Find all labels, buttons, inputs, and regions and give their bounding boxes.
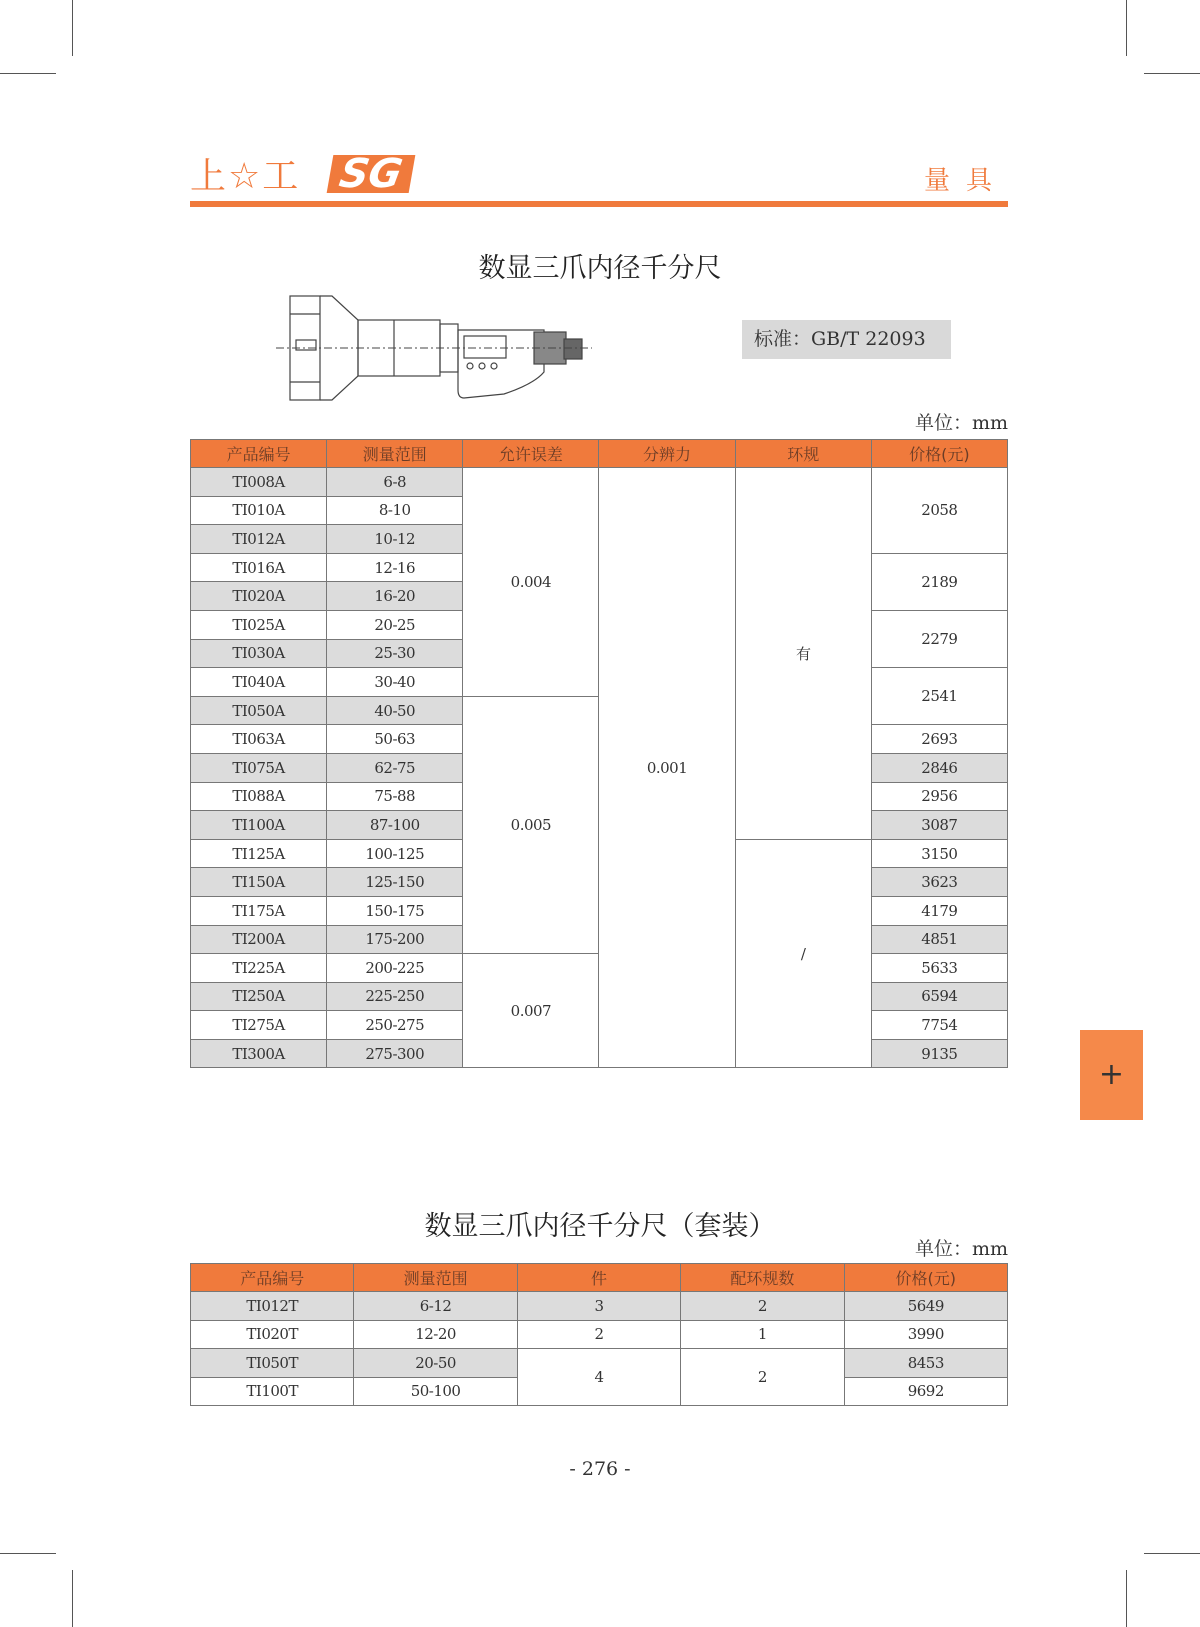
column-header: 件 <box>517 1264 680 1292</box>
price-cell: 3990 <box>844 1320 1007 1349</box>
product-code: TI100A <box>191 811 327 840</box>
pieces-cell: 3 <box>517 1292 680 1321</box>
pieces-cell: 2 <box>517 1320 680 1349</box>
product-code: TI088A <box>191 782 327 811</box>
price-cell: 2541 <box>871 668 1007 725</box>
micrometer-drawing <box>274 294 594 404</box>
measuring-range: 125-150 <box>327 868 463 897</box>
price-cell: 3087 <box>871 811 1007 840</box>
set-spec-table <box>190 1263 1008 1406</box>
measuring-range: 62-75 <box>327 753 463 782</box>
product-set-title: 数显三爪内径千分尺（套装） <box>424 1211 776 1242</box>
side-tab-plus[interactable]: + <box>1080 1030 1143 1120</box>
ring-gauge-cell: / <box>735 839 871 1068</box>
price-cell: 3623 <box>871 868 1007 897</box>
header-rule <box>190 201 1008 207</box>
unit-label-set: 单位：mm <box>914 1238 1008 1260</box>
unit-label: 单位：mm <box>914 412 1008 434</box>
crop-mark <box>1126 1570 1127 1627</box>
measuring-range: 175-200 <box>327 925 463 954</box>
price-cell: 2693 <box>871 725 1007 754</box>
tolerance-cell: 0.007 <box>463 954 599 1068</box>
column-header: 环规 <box>735 440 871 468</box>
product-code: TI300A <box>191 1039 327 1068</box>
crop-mark <box>72 0 73 56</box>
measuring-range: 10-12 <box>327 525 463 554</box>
product-code: TI016A <box>191 553 327 582</box>
page-number: - 276 - <box>569 1458 631 1480</box>
product-title: 数显三爪内径千分尺 <box>478 253 722 284</box>
measuring-range: 250-275 <box>327 1011 463 1040</box>
price-cell: 9135 <box>871 1039 1007 1068</box>
column-header: 分辨力 <box>599 440 735 468</box>
rings-cell: 2 <box>681 1292 844 1321</box>
measuring-range: 75-88 <box>327 782 463 811</box>
measuring-range: 100-125 <box>327 839 463 868</box>
product-code: TI030A <box>191 639 327 668</box>
price-cell: 3150 <box>871 839 1007 868</box>
product-code: TI010A <box>191 496 327 525</box>
price-cell: 8453 <box>844 1349 1007 1378</box>
tolerance-cell: 0.005 <box>463 696 599 953</box>
crop-mark <box>1144 1553 1200 1554</box>
price-cell: 6594 <box>871 982 1007 1011</box>
measuring-range: 87-100 <box>327 811 463 840</box>
product-code: TI025A <box>191 610 327 639</box>
column-header: 价格(元) <box>871 440 1007 468</box>
product-code: TI050T <box>191 1349 354 1378</box>
price-cell: 4179 <box>871 896 1007 925</box>
product-code: TI175A <box>191 896 327 925</box>
crop-mark <box>0 1553 56 1554</box>
crop-mark <box>72 1570 73 1627</box>
product-code: TI020A <box>191 582 327 611</box>
measuring-range: 225-250 <box>327 982 463 1011</box>
crop-mark <box>1126 0 1127 56</box>
price-cell: 7754 <box>871 1011 1007 1040</box>
measuring-range: 20-25 <box>327 610 463 639</box>
product-code: TI275A <box>191 1011 327 1040</box>
measuring-range: 40-50 <box>327 696 463 725</box>
measuring-range: 20-50 <box>354 1349 517 1378</box>
price-cell: 2189 <box>871 553 1007 610</box>
table-row <box>191 1349 1008 1378</box>
product-code: TI063A <box>191 725 327 754</box>
crop-mark <box>0 73 56 74</box>
brand-logo <box>190 148 412 199</box>
table-row <box>191 1320 1008 1349</box>
ring-gauge-cell: 有 <box>735 468 871 840</box>
crop-mark <box>1144 73 1200 74</box>
price-cell: 2846 <box>871 753 1007 782</box>
measuring-range: 25-30 <box>327 639 463 668</box>
measuring-range: 275-300 <box>327 1039 463 1068</box>
measuring-range: 30-40 <box>327 668 463 697</box>
column-header: 测量范围 <box>354 1264 517 1292</box>
measuring-range: 6-12 <box>354 1292 517 1321</box>
table-row <box>191 468 1008 497</box>
column-header: 价格(元) <box>844 1264 1007 1292</box>
standard-label: 标准：GB/T 22093 <box>742 320 951 359</box>
logo-cn: 上☆工 <box>190 156 301 197</box>
measuring-range: 150-175 <box>327 896 463 925</box>
product-code: TI200A <box>191 925 327 954</box>
price-cell: 5649 <box>844 1292 1007 1321</box>
measuring-range: 12-16 <box>327 553 463 582</box>
product-code: TI225A <box>191 954 327 983</box>
price-cell: 2058 <box>871 468 1007 554</box>
resolution-cell: 0.001 <box>599 468 735 1068</box>
measuring-range: 200-225 <box>327 954 463 983</box>
product-code: TI050A <box>191 696 327 725</box>
rings-cell: 1 <box>681 1320 844 1349</box>
column-header: 产品编号 <box>191 1264 354 1292</box>
measuring-range: 50-100 <box>354 1377 517 1406</box>
measuring-range: 50-63 <box>327 725 463 754</box>
price-cell: 5633 <box>871 954 1007 983</box>
product-code: TI125A <box>191 839 327 868</box>
tolerance-cell: 0.004 <box>463 468 599 697</box>
measuring-range: 12-20 <box>354 1320 517 1349</box>
category-label: 量具 <box>923 166 1008 196</box>
rings-cell: 2 <box>681 1349 844 1406</box>
column-header: 配环规数 <box>681 1264 844 1292</box>
measuring-range: 8-10 <box>327 496 463 525</box>
pieces-cell: 4 <box>517 1349 680 1406</box>
product-code: TI008A <box>191 468 327 497</box>
price-cell: 4851 <box>871 925 1007 954</box>
product-code: TI250A <box>191 982 327 1011</box>
measuring-range: 16-20 <box>327 582 463 611</box>
logo-en: SG <box>327 155 415 193</box>
table-row <box>191 1292 1008 1321</box>
spec-table <box>190 439 1008 1068</box>
price-cell: 2279 <box>871 610 1007 667</box>
product-code: TI020T <box>191 1320 354 1349</box>
product-code: TI012T <box>191 1292 354 1321</box>
measuring-range: 6-8 <box>327 468 463 497</box>
product-code: TI075A <box>191 753 327 782</box>
column-header: 产品编号 <box>191 440 327 468</box>
product-code: TI150A <box>191 868 327 897</box>
product-code: TI100T <box>191 1377 354 1406</box>
column-header: 允许误差 <box>463 440 599 468</box>
column-header: 测量范围 <box>327 440 463 468</box>
price-cell: 2956 <box>871 782 1007 811</box>
price-cell: 9692 <box>844 1377 1007 1406</box>
product-code: TI040A <box>191 668 327 697</box>
product-code: TI012A <box>191 525 327 554</box>
